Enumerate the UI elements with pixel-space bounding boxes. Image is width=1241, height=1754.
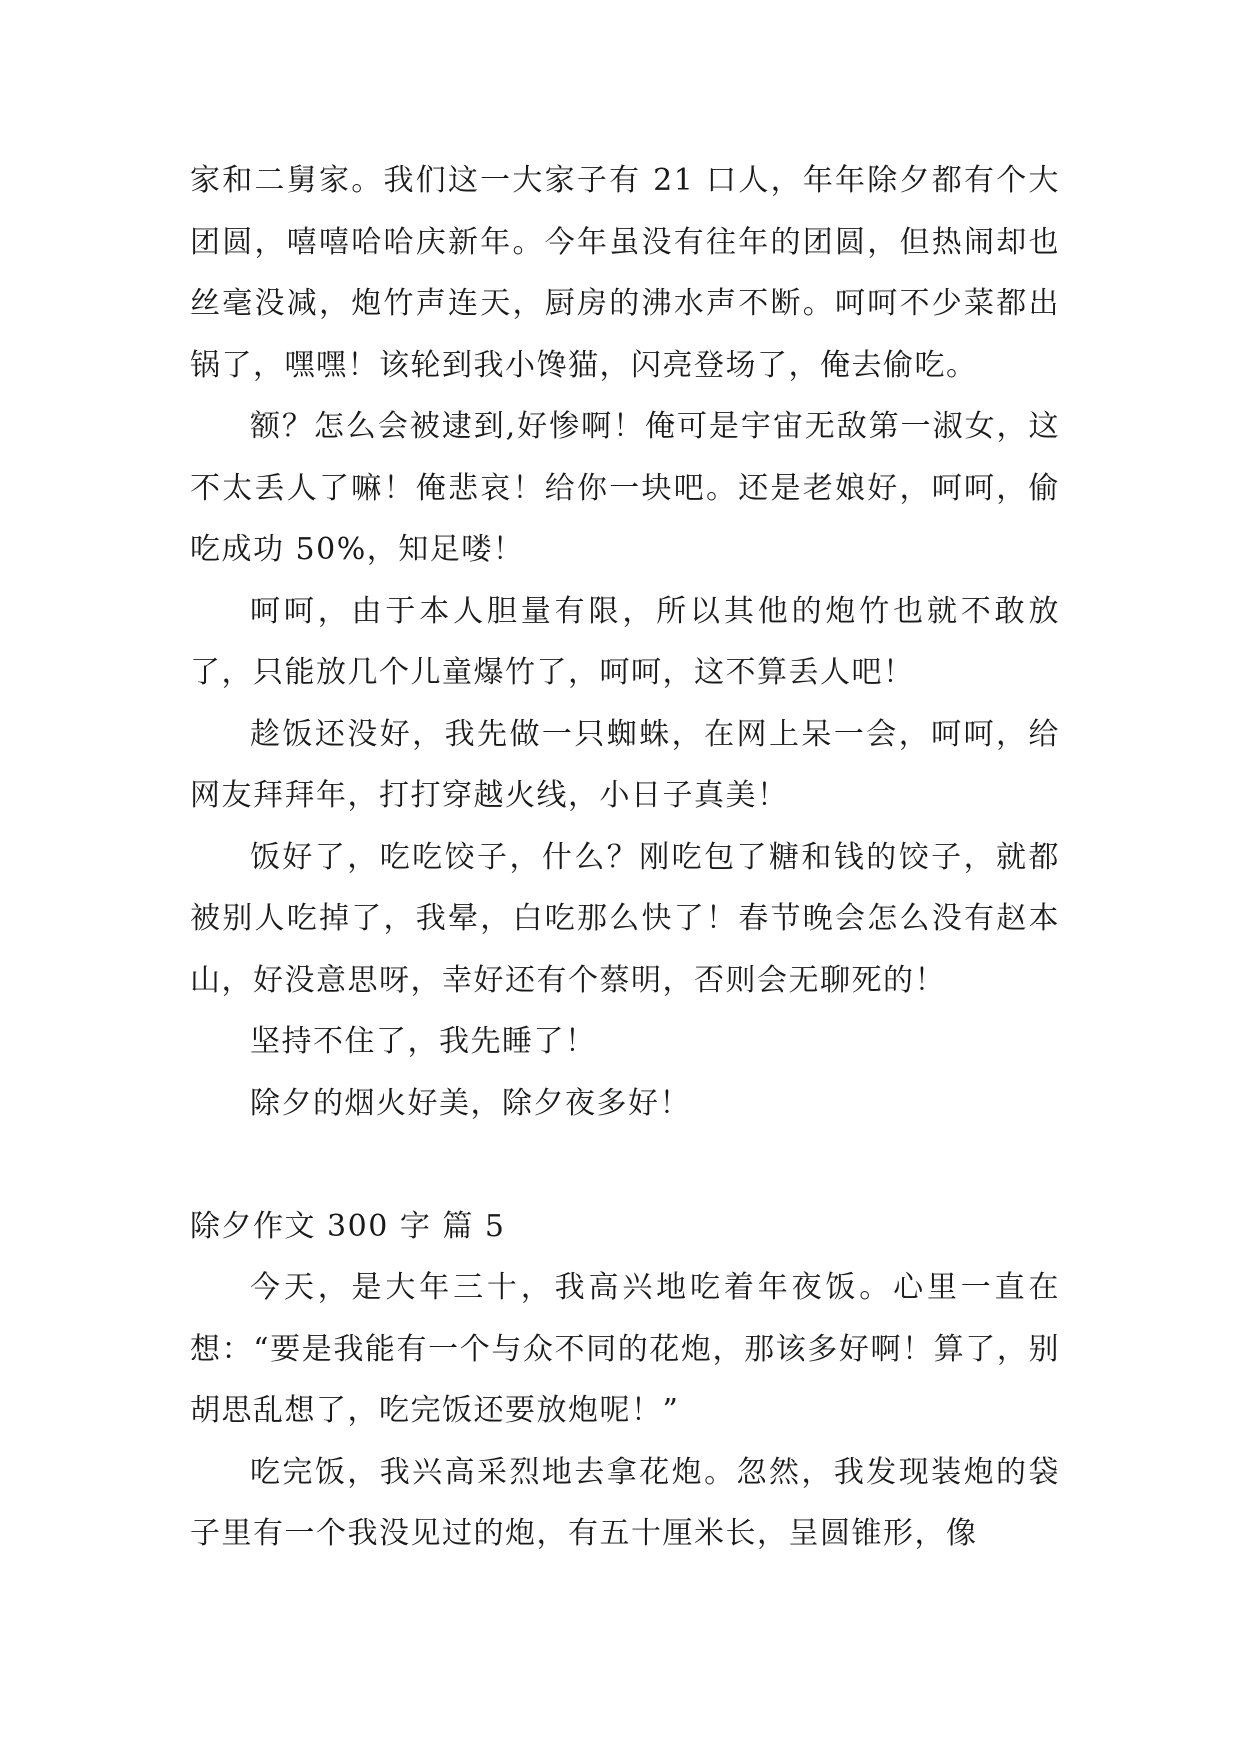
paragraph-9: 吃完饭，我兴高采烈地去拿花炮。忽然，我发现装炮的袋子里有一个我没见过的炮，有五十厘米长，呈圆锥形，像 xyxy=(190,1454,1060,1551)
paragraph-7: 除夕的烟火好美，除夕夜多好！ xyxy=(250,1085,691,1121)
paragraph-1: 家和二舅家。我们这一大家子有 21 口人，年年除夕都有个大团圆，嘻嘻哈哈庆新年。今年虽没有往年的团圆，但热闹却也丝毫没减，炮竹声连天，厨房的沸水声不断。呵呵不少菜都出锅了，嘿嘿！该轮到我小馋猫，闪亮登场了，俺去偷吃。 xyxy=(190,163,1060,383)
paragraph-5: 饭好了，吃吃饺子，什么？刚吃包了糖和钱的饺子，就都被别人吃掉了，我晕，白吃那么快了！春节晚会怎么没有赵本山，好没意思呀，幸好还有个蔡明，否则会无聊死的！ xyxy=(190,839,1060,998)
document-page xyxy=(190,150,1060,1565)
paragraph-4: 趁饭还没好，我先做一只蜘蛛，在网上呆一会，呵呵，给网友拜拜年，打打穿越火线，小日子真美！ xyxy=(190,716,1060,813)
paragraph-2: 额？怎么会被逮到,好惨啊！俺可是宇宙无敌第一淑女，这不太丢人了嘛！俺悲哀！给你一块吧。还是老娘好，呵呵，偷吃成功 50%，知足喽！ xyxy=(190,409,1060,567)
section-gap xyxy=(190,1134,1060,1196)
paragraph-8: 今天，是大年三十，我高兴地吃着年夜饭。心里一直在想：“要是我能有一个与众不同的花炮，那该多好啊！算了，别胡思乱想了，吃完饭还要放炮呢！” xyxy=(190,1270,1060,1428)
paragraph-6: 坚持不住了，我先睡了！ xyxy=(250,1024,597,1059)
paragraph-3: 呵呵，由于本人胆量有限，所以其他的炮竹也就不敢放了，只能放几个儿童爆竹了，呵呵，这不算丢人吧！ xyxy=(190,593,1060,690)
section-title: 除夕作文 300 字 篇 5 xyxy=(190,1208,506,1244)
